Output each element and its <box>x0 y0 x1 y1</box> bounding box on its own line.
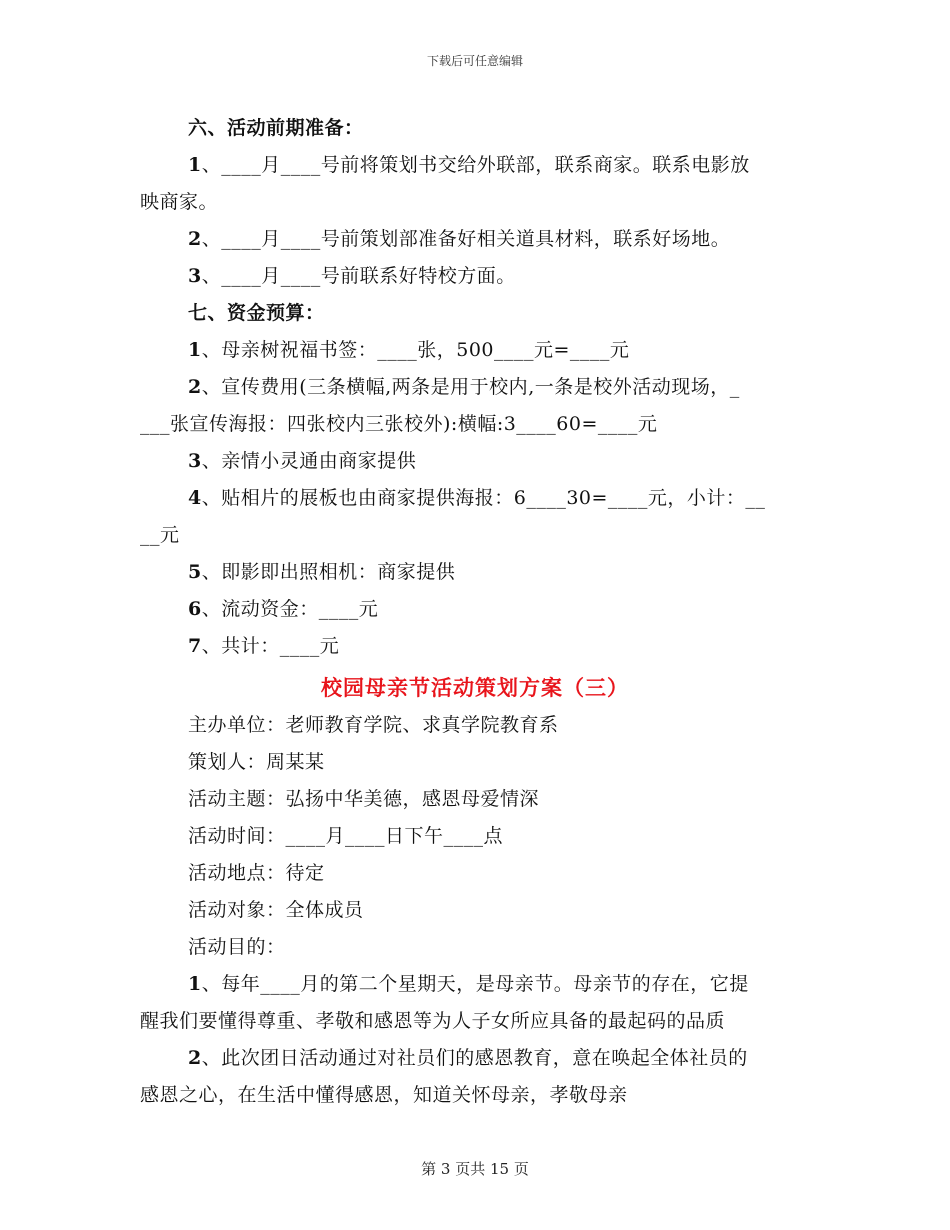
purpose-item-2 <box>188 1046 810 1070</box>
section-7-item-5 <box>188 560 810 584</box>
section-6-item-1-cont: 映商家。 <box>140 191 219 213</box>
item-text: 、母亲树祝福书签：____张，500____元=____元 <box>201 339 630 361</box>
item-number: 3 <box>188 450 202 472</box>
purpose-item-1-cont: 醒我们要懂得尊重、孝敬和感恩等为人子女所应具备的最起码的品质 <box>140 1010 726 1032</box>
section-7-item-4 <box>188 486 810 510</box>
section-7-item-7 <box>188 634 810 658</box>
item-text: 、流动资金：____元 <box>201 598 379 620</box>
planner: 策划人：周某某 <box>188 751 325 773</box>
section-6-heading: 六、活动前期准备： <box>188 117 364 139</box>
item-text: 、____月____号前联系好特校方面。 <box>201 265 516 287</box>
item-number: 2 <box>188 1047 202 1069</box>
organizer: 主办单位：老师教育学院、求真学院教育系 <box>188 714 559 736</box>
item-text: 、____月____号前将策划书交给外联部，联系商家。联系电影放 <box>201 154 750 176</box>
item-number: 7 <box>188 635 202 657</box>
section-6-item-3 <box>188 264 810 288</box>
plan-3-title: 校园母亲节活动策划方案（三） <box>321 675 629 700</box>
item-number: 2 <box>188 376 202 398</box>
item-text: 、此次团日活动通过对社员们的感恩教育，意在唤起全体社员的 <box>201 1047 748 1069</box>
item-number: 4 <box>188 487 202 509</box>
item-number: 1 <box>188 339 202 361</box>
item-number: 6 <box>188 598 202 620</box>
activity-time: 活动时间：____月____日下午____点 <box>188 825 504 847</box>
item-text: 、每年____月的第二个星期天，是母亲节。母亲节的存在，它提 <box>201 973 749 995</box>
item-number: 5 <box>188 561 202 583</box>
item-text: 、____月____号前策划部准备好相关道具材料，联系好场地。 <box>201 228 731 250</box>
activity-purpose: 活动目的： <box>188 936 286 958</box>
section-6-item-2 <box>188 227 810 251</box>
page-footer: 第 3 页共 15 页 <box>421 1160 529 1178</box>
section-7-item-4-cont: __元 <box>140 524 180 546</box>
section-7-item-2 <box>188 375 810 399</box>
activity-theme: 活动主题：弘扬中华美德，感恩母爱情深 <box>188 788 540 810</box>
section-6-item-1 <box>188 153 810 177</box>
page-header: 下载后可任意编辑 <box>426 54 523 68</box>
item-text: 、亲情小灵通由商家提供 <box>201 450 417 472</box>
section-7-heading: 七、资金预算： <box>188 302 325 324</box>
section-7-item-1 <box>188 338 810 362</box>
activity-audience: 活动对象：全体成员 <box>188 899 364 921</box>
purpose-item-2-cont: 感恩之心，在生活中懂得感恩，知道关怀母亲，孝敬母亲 <box>140 1084 628 1106</box>
item-number: 3 <box>188 265 202 287</box>
item-text: 、共计：____元 <box>201 635 340 657</box>
item-text: 、即影即出照相机：商家提供 <box>201 561 456 583</box>
item-number: 1 <box>188 973 202 995</box>
item-number: 1 <box>188 154 202 176</box>
item-text: 、贴相片的展板也由商家提供海报：6____30=____元，小计：__ <box>201 487 766 509</box>
section-7-item-2-cont: ___张宣传海报：四张校内三张校外):横幅:3____60=____元 <box>140 413 658 435</box>
activity-place: 活动地点：待定 <box>188 862 325 884</box>
item-text: 、宣传费用(三条横幅,两条是用于校内,一条是校外活动现场，_ <box>201 376 740 398</box>
purpose-item-1 <box>188 972 810 996</box>
section-7-item-6 <box>188 597 810 621</box>
section-7-item-3 <box>188 449 810 473</box>
item-number: 2 <box>188 228 202 250</box>
